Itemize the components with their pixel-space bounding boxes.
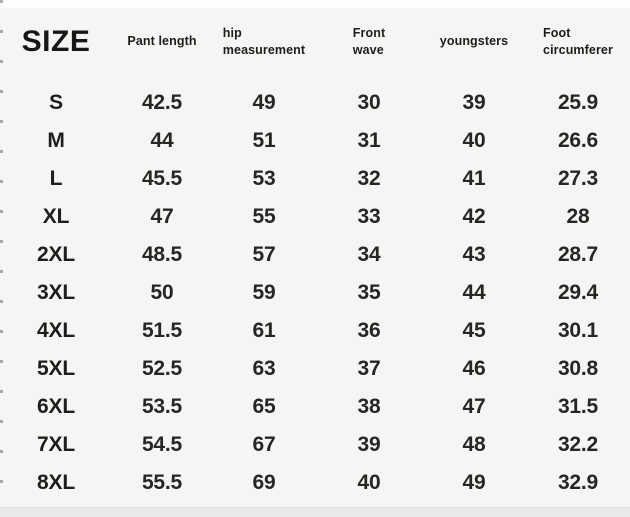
table-row bbox=[0, 274, 630, 312]
table-row bbox=[0, 160, 630, 198]
hip-measurement-value: 51 bbox=[252, 129, 276, 152]
size-label: XL bbox=[42, 205, 70, 228]
size-label: M bbox=[47, 129, 65, 152]
hip-measurement-value: 55 bbox=[252, 205, 276, 228]
header-line: Foot bbox=[543, 25, 571, 40]
foot-circumference-value: 26.6 bbox=[557, 129, 599, 152]
size-label: 4XL bbox=[37, 319, 75, 342]
size-label: 2XL bbox=[37, 243, 75, 266]
foot-circumference-value: 32.9 bbox=[557, 471, 599, 494]
size-label: 5XL bbox=[37, 357, 75, 380]
table-row bbox=[0, 198, 630, 236]
header-line: youngsters bbox=[439, 34, 509, 49]
youngsters-value: 39 bbox=[462, 91, 486, 114]
size-label: 6XL bbox=[37, 395, 75, 418]
foot-circumference-value: 32.2 bbox=[557, 433, 599, 456]
size-label: S bbox=[49, 91, 63, 114]
table-row bbox=[0, 122, 630, 160]
pant-length-value: 42.5 bbox=[141, 91, 183, 114]
youngsters-value: 42 bbox=[462, 205, 486, 228]
pant-length-value: 48.5 bbox=[141, 243, 183, 266]
pant-length-column-header bbox=[112, 0, 212, 84]
header-row bbox=[0, 0, 630, 84]
foot-circumference-value: 30.8 bbox=[557, 357, 599, 380]
hip-measurement-value: 49 bbox=[252, 91, 276, 114]
youngsters-value: 46 bbox=[462, 357, 486, 380]
front-wave-value: 32 bbox=[357, 167, 381, 190]
header-line: hip bbox=[222, 25, 242, 40]
table-row bbox=[0, 236, 630, 274]
pant-length-value: 55.5 bbox=[141, 471, 183, 494]
size-label: L bbox=[49, 167, 63, 190]
youngsters-value: 45 bbox=[462, 319, 486, 342]
foot-circumference-value: 27.3 bbox=[557, 167, 599, 190]
pant-length-value: 54.5 bbox=[141, 433, 183, 456]
pant-length-value: 47 bbox=[150, 205, 174, 228]
front-wave-value: 34 bbox=[357, 243, 381, 266]
table-row bbox=[0, 312, 630, 350]
foot-circumference-value: 30.1 bbox=[557, 319, 599, 342]
table-header bbox=[0, 0, 630, 84]
foot-circumference-column-header bbox=[526, 0, 630, 84]
front-wave-value: 37 bbox=[357, 357, 381, 380]
header-line: wave bbox=[352, 43, 384, 57]
table-row bbox=[0, 350, 630, 388]
hip-measurement-value: 69 bbox=[252, 471, 276, 494]
youngsters-value: 43 bbox=[462, 243, 486, 266]
pant-length-value: 45.5 bbox=[141, 167, 183, 190]
table-row bbox=[0, 388, 630, 426]
hip-measurement-value: 53 bbox=[252, 167, 276, 190]
size-label: 8XL bbox=[37, 471, 75, 494]
table-row bbox=[0, 426, 630, 464]
header-line: circumferer bbox=[543, 43, 613, 57]
hip-measurement-value: 57 bbox=[252, 243, 276, 266]
youngsters-column-header bbox=[422, 0, 526, 84]
top-edge-band bbox=[0, 0, 630, 8]
pant-length-value: 53.5 bbox=[141, 395, 183, 418]
foot-circumference-value: 29.4 bbox=[557, 281, 599, 304]
pant-length-value: 44 bbox=[150, 129, 174, 152]
front-wave-value: 38 bbox=[357, 395, 381, 418]
foot-circumference-value: 28.7 bbox=[557, 243, 599, 266]
youngsters-value: 44 bbox=[462, 281, 486, 304]
left-edge-marks bbox=[0, 0, 3, 517]
pant-length-value: 52.5 bbox=[141, 357, 183, 380]
hip-measurement-value: 59 bbox=[252, 281, 276, 304]
table-row bbox=[0, 84, 630, 122]
front-wave-value: 33 bbox=[357, 205, 381, 228]
youngsters-value: 47 bbox=[462, 395, 486, 418]
hip-measurement-value: 61 bbox=[252, 319, 276, 342]
front-wave-column-header bbox=[316, 0, 422, 84]
size-label: 7XL bbox=[37, 433, 75, 456]
size-column-header: SIZE bbox=[21, 25, 91, 58]
hip-measurement-value: 65 bbox=[252, 395, 276, 418]
hip-measurement-value: 63 bbox=[252, 357, 276, 380]
table-body bbox=[0, 84, 630, 502]
front-wave-value: 36 bbox=[357, 319, 381, 342]
header-line: Pant length bbox=[127, 34, 197, 49]
hip-measurement-column-header bbox=[212, 0, 316, 84]
front-wave-value: 31 bbox=[357, 129, 381, 152]
front-wave-value: 30 bbox=[357, 91, 381, 114]
header-line: measurement bbox=[222, 43, 306, 57]
table-row bbox=[0, 464, 630, 502]
front-wave-value: 35 bbox=[357, 281, 381, 304]
youngsters-value: 41 bbox=[462, 167, 486, 190]
youngsters-value: 40 bbox=[462, 129, 486, 152]
pant-length-value: 50 bbox=[150, 281, 174, 304]
size-label: 3XL bbox=[37, 281, 75, 304]
bottom-edge-band bbox=[0, 507, 630, 517]
foot-circumference-value: 31.5 bbox=[557, 395, 599, 418]
front-wave-value: 39 bbox=[357, 433, 381, 456]
foot-circumference-value: 25.9 bbox=[557, 91, 599, 114]
foot-circumference-value: 28 bbox=[566, 205, 590, 228]
youngsters-value: 48 bbox=[462, 433, 486, 456]
front-wave-value: 40 bbox=[357, 471, 381, 494]
pant-length-value: 51.5 bbox=[141, 319, 183, 342]
hip-measurement-value: 67 bbox=[252, 433, 276, 456]
youngsters-value: 49 bbox=[462, 471, 486, 494]
header-line: Front bbox=[352, 25, 386, 40]
